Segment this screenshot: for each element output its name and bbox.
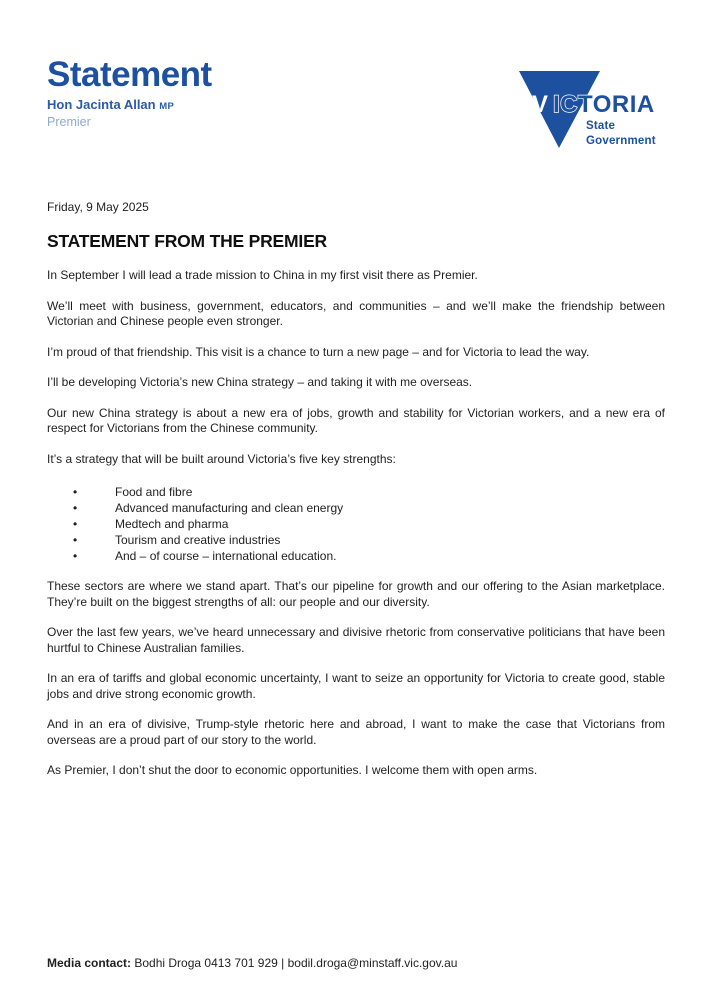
paragraph: Our new China strategy is about a new era of jobs, growth and stability for Victorian workers, and a new era of respect for Victorians from the Chinese community. [47, 405, 665, 435]
masthead-title: Statement [47, 55, 212, 94]
list-item: • And – of course – international education. [47, 548, 665, 564]
media-contact-line [47, 956, 457, 971]
victoria-logo-wordmark: ICTORIA [553, 91, 655, 118]
victoria-logo-letter-v: V [532, 91, 549, 118]
list-item: • Advanced manufacturing and clean energy [47, 500, 665, 516]
author-line [47, 98, 212, 114]
list-item: • Food and fibre [47, 484, 665, 500]
paragraph: As Premier, I don’t shut the door to economic opportunities. I welcome them with open arms. [47, 763, 538, 777]
statement-title: STATEMENT FROM THE PREMIER [47, 231, 327, 251]
author-name: Hon Jacinta Allan [47, 97, 156, 112]
list-item: • Medtech and pharma [47, 516, 665, 532]
statement-date: Friday, 9 May 2025 [47, 200, 149, 214]
paragraph: It’s a strategy that will be built around Victoria’s five key strengths: [47, 451, 396, 466]
media-contact-label: Media contact: [47, 956, 132, 970]
list-item: • Tourism and creative industries [47, 532, 665, 548]
key-strengths-list [47, 482, 665, 564]
victoria-state-government-logo [513, 60, 665, 152]
paragraph: I’ll be developing Victoria’s new China strategy – and taking it with me overseas. [47, 375, 473, 389]
logo-sub-state: State [586, 120, 616, 132]
statement-body [47, 200, 665, 794]
paragraph: And in an era of divisive, Trump-style rhetoric here and abroad, I want to make the case that Victorians from overseas are a proud part of our story to the world. [47, 717, 665, 747]
paragraph: We’ll meet with business, government, educators, and communities – and we’ll make the friendship between Victorian and Chinese people even stronger. [47, 298, 665, 328]
paragraph: These sectors are where we stand apart. That’s our pipeline for growth and our offering to the Asian marketplace. They’re built on the biggest strengths of all: our people and our diversity. [47, 579, 665, 609]
paragraph: I’m proud of that friendship. This visit is a chance to turn a new page – and for Victoria to lead the way. [47, 344, 590, 359]
letterhead [47, 57, 212, 129]
author-postnominal: MP [159, 101, 175, 112]
media-contact-details: Bodhi Droga 0413 701 929 | bodil.droga@minstaff.vic.gov.au [134, 956, 458, 970]
paragraph: Over the last few years, we’ve heard unnecessary and divisive rhetoric from conservative politicians that have been hurtful to Chinese Australian families. [47, 625, 665, 655]
logo-sub-government: Government [586, 135, 656, 147]
paragraph: In an era of tariffs and global economic uncertainty, I want to seize an opportunity for Victoria to create good, stable jobs and drive strong economic growth. [47, 671, 665, 701]
paragraph: In September I will lead a trade mission to China in my first visit there as Premier. [47, 268, 478, 282]
author-role: Premier [47, 115, 91, 129]
